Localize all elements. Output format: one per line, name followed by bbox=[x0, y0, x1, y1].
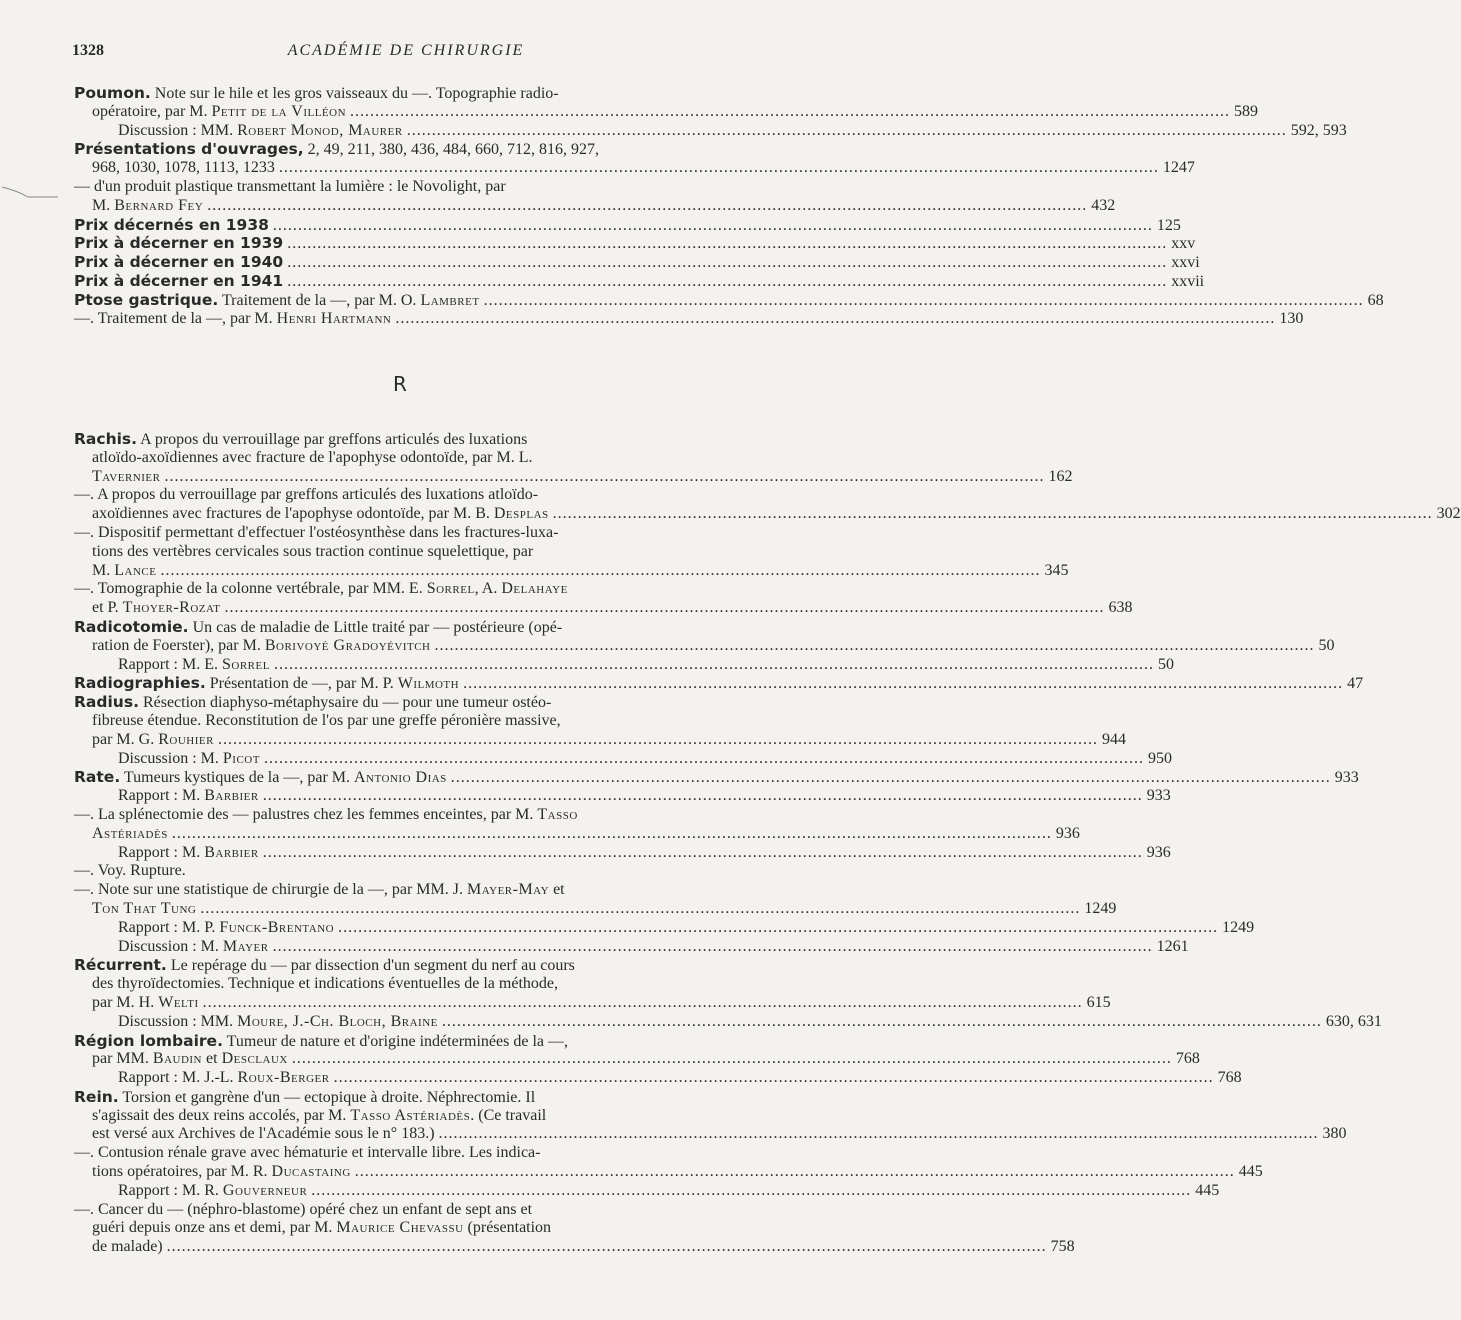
entry-fragment: M. bbox=[92, 561, 115, 579]
entry-text bbox=[92, 712, 561, 729]
author-name: Welti bbox=[158, 993, 199, 1011]
entry-text bbox=[92, 449, 533, 466]
author-name: Funck-Brentano bbox=[219, 918, 335, 936]
entry-fragment: Rapport : M. P. bbox=[118, 918, 220, 936]
page-reference: 944 bbox=[1101, 730, 1126, 748]
entry-text bbox=[74, 862, 186, 879]
page-reference: 589 bbox=[1234, 102, 1259, 120]
leader-dots bbox=[273, 217, 1153, 236]
author-name: Mayer-May bbox=[466, 881, 550, 899]
entry-fragment: guéri depuis onze ans et demi, par M. bbox=[92, 1219, 337, 1237]
entry-fragment: Discussion : MM. bbox=[118, 1012, 238, 1030]
leader-dots bbox=[338, 919, 1218, 938]
page-reference: 68 bbox=[1367, 291, 1384, 309]
page-reference: xxv bbox=[1171, 235, 1196, 253]
leader-dots bbox=[484, 292, 1364, 311]
index-entry-line bbox=[74, 636, 1335, 656]
entry-fragment: —. Note sur une statistique de chirurgie de la —, par MM. J. bbox=[74, 881, 467, 899]
leader-dots bbox=[164, 468, 1044, 487]
entry-fragment: Présentation de —, par M. P. bbox=[205, 675, 398, 693]
author-name: Baudin bbox=[152, 1050, 203, 1068]
page-reference: 950 bbox=[1147, 749, 1172, 767]
entry-fragment: —. Cancer du — (néphro-blastome) opéré chez un enfant de sept ans et bbox=[74, 1200, 533, 1218]
leader-dots bbox=[207, 197, 1087, 216]
entry-text bbox=[92, 1107, 546, 1124]
index-entry-line bbox=[74, 918, 1255, 938]
entry-text bbox=[92, 975, 558, 992]
index-entry-line bbox=[74, 1125, 1347, 1144]
index-entry-line bbox=[74, 196, 1116, 216]
page-reference: 445 bbox=[1238, 1163, 1263, 1181]
entry-fragment: Discussion : M. bbox=[118, 937, 223, 955]
index-entry-line bbox=[74, 1238, 1075, 1257]
page-number: 1328 bbox=[72, 42, 104, 59]
leader-dots bbox=[553, 505, 1433, 524]
leader-dots bbox=[218, 731, 1098, 750]
page-reference: 345 bbox=[1044, 561, 1069, 579]
entry-text bbox=[118, 919, 334, 938]
page-reference: 125 bbox=[1156, 216, 1181, 234]
entry-heading: Radicotomie. bbox=[74, 617, 189, 636]
page-reference: 1247 bbox=[1162, 159, 1195, 177]
entry-heading: Récurrent. bbox=[74, 956, 167, 975]
page-reference: 758 bbox=[1050, 1238, 1075, 1256]
leader-dots bbox=[442, 1013, 1322, 1032]
page-reference: 936 bbox=[1146, 843, 1171, 861]
entry-fragment: Rapport : M. E. bbox=[118, 655, 222, 673]
index-entry-line bbox=[74, 580, 738, 599]
entry-text bbox=[74, 141, 599, 158]
entry-text bbox=[74, 431, 527, 448]
entry-text bbox=[74, 580, 568, 597]
entry-text bbox=[118, 787, 259, 806]
entry-text bbox=[74, 486, 538, 503]
author-name: Barbier bbox=[204, 843, 259, 861]
leader-dots bbox=[160, 562, 1040, 581]
entry-fragment: Rapport : M. R. bbox=[118, 1181, 223, 1199]
entry-text bbox=[74, 957, 575, 974]
leader-dots bbox=[264, 750, 1144, 769]
leader-dots bbox=[311, 1182, 1191, 1201]
entry-fragment: Un cas de maladie de Little traité par — postérieure (opé- bbox=[188, 618, 563, 636]
page-reference: 445 bbox=[1195, 1181, 1220, 1199]
page-reference: 936 bbox=[1055, 824, 1080, 842]
author-name: Tasso bbox=[537, 805, 578, 823]
leader-dots bbox=[350, 103, 1230, 122]
author-name: Moure, J.-Ch. Bloch, Braine bbox=[237, 1012, 438, 1030]
entry-text bbox=[74, 674, 459, 694]
entry-fragment: Résection diaphyso-métaphysaire du — pour une tumeur ostéo- bbox=[138, 694, 552, 712]
entry-fragment: —. Traitement de la —, par M. bbox=[74, 309, 277, 327]
index-entry-line bbox=[74, 956, 738, 975]
index-entry-line bbox=[74, 561, 1069, 581]
index-entry-line bbox=[74, 1050, 1200, 1069]
entry-heading: Rein. bbox=[74, 1087, 119, 1106]
entry-text bbox=[92, 1238, 163, 1257]
page-reference: 162 bbox=[1048, 467, 1073, 485]
index-entry-line bbox=[74, 1032, 738, 1051]
entry-fragment: et bbox=[202, 1050, 222, 1068]
entry-heading: Radius. bbox=[74, 693, 139, 712]
leader-dots bbox=[263, 787, 1143, 806]
author-name: Lance bbox=[114, 561, 157, 579]
page-reference: 933 bbox=[1334, 769, 1359, 787]
leader-dots bbox=[463, 675, 1343, 694]
entry-text bbox=[74, 806, 578, 823]
entry-fragment: par M. H. bbox=[92, 993, 159, 1011]
entry-text bbox=[92, 505, 549, 524]
index-entry-line bbox=[74, 749, 1172, 769]
index-entry-line bbox=[74, 1069, 1242, 1088]
entry-text bbox=[74, 253, 283, 273]
entry-fragment: —. La splénectomie des — palustres chez les femmes enceintes, par M. bbox=[74, 805, 538, 823]
entry-text bbox=[74, 881, 565, 898]
entry-fragment: —. Voy. Rupture. bbox=[74, 862, 186, 880]
entry-fragment: Rapport : M. J.-L. bbox=[118, 1069, 238, 1087]
index-entry-line bbox=[74, 467, 1073, 487]
leader-dots bbox=[287, 254, 1167, 273]
entry-text bbox=[92, 103, 346, 122]
index-entry-line bbox=[74, 1107, 738, 1126]
running-head: ACADÉMIE DE CHIRURGIE bbox=[287, 42, 525, 59]
entry-fragment: —. A propos du verrouillage par greffons articulés des luxations atloïdo- bbox=[74, 486, 539, 504]
entry-fragment: Torsion et gangrène d'un — ectopique à droite. Néphrectomie. Il bbox=[118, 1088, 536, 1106]
leader-dots bbox=[172, 825, 1052, 844]
index-entry-line bbox=[74, 290, 1384, 310]
entry-fragment: tions des vertèbres cervicales sous traction continue squelettique, par bbox=[92, 542, 534, 560]
leader-dots bbox=[200, 900, 1080, 919]
leader-dots bbox=[167, 1238, 1047, 1257]
author-name: Roux-Berger bbox=[237, 1069, 330, 1087]
index-entry-line bbox=[74, 84, 738, 103]
entry-text bbox=[74, 1033, 568, 1050]
index-entry-line bbox=[74, 271, 1205, 291]
entry-text bbox=[92, 562, 156, 581]
entry-fragment: et bbox=[549, 881, 565, 899]
index-entry-line bbox=[74, 655, 1174, 675]
index-entry-line bbox=[74, 543, 738, 562]
index-entry-line bbox=[74, 121, 1347, 141]
entry-fragment: , A. bbox=[474, 580, 502, 598]
index-entry-line bbox=[74, 674, 1364, 693]
entry-fragment: est versé aux Archives de l'Académie sous le n° 183.) bbox=[92, 1125, 435, 1143]
entry-text bbox=[118, 1182, 307, 1201]
author-name: Ducastaing bbox=[271, 1163, 351, 1181]
author-name: Rouhier bbox=[158, 730, 214, 748]
entry-heading: Prix à décerner en 1940 bbox=[74, 253, 284, 272]
entry-text bbox=[92, 1125, 435, 1144]
entry-heading: Présentations d'ouvrages, bbox=[74, 140, 304, 159]
entry-text bbox=[74, 234, 283, 254]
index-entry-line bbox=[74, 1012, 1382, 1032]
entry-text bbox=[92, 543, 533, 560]
index-entry-line bbox=[74, 159, 1195, 178]
entry-text bbox=[74, 1201, 532, 1218]
entry-text bbox=[92, 1219, 551, 1236]
author-name: Lambret bbox=[420, 291, 480, 309]
author-name: Thoyer-Rozat bbox=[122, 599, 221, 617]
entry-text bbox=[74, 85, 559, 102]
entry-text bbox=[92, 159, 275, 178]
entry-heading: Prix à décerner en 1941 bbox=[74, 271, 284, 290]
index-entry-line bbox=[74, 693, 738, 712]
leader-dots bbox=[287, 273, 1167, 292]
index-entry-line bbox=[74, 486, 738, 505]
index-entry-line bbox=[74, 234, 1196, 253]
entry-fragment: Tumeurs kystiques de la —, par M. bbox=[120, 769, 354, 787]
entry-text bbox=[92, 825, 168, 844]
entry-text bbox=[118, 750, 260, 769]
index-entry-line bbox=[74, 599, 1133, 618]
index-entry-line bbox=[74, 899, 1117, 919]
entry-text bbox=[74, 310, 391, 329]
entry-fragment: tions opératoires, par M. R. bbox=[92, 1163, 272, 1181]
author-name: Petit de la Villéon bbox=[211, 102, 347, 120]
entry-text bbox=[74, 291, 480, 311]
page-reference: 432 bbox=[1091, 196, 1116, 214]
index-entry-line bbox=[74, 430, 738, 449]
entry-fragment: Discussion : MM. bbox=[118, 121, 238, 139]
author-name: Sorrel bbox=[222, 655, 270, 673]
author-name: Henri Hartmann bbox=[276, 309, 392, 327]
entry-text bbox=[118, 122, 403, 141]
entry-text bbox=[118, 1069, 330, 1088]
entry-text bbox=[92, 468, 160, 487]
entry-text bbox=[92, 1050, 288, 1069]
page-reference: 47 bbox=[1347, 675, 1364, 693]
index-entry-line bbox=[74, 253, 1200, 272]
entry-fragment: fibreuse étendue. Reconstitution de l'os par une greffe péronière massive, bbox=[92, 711, 561, 729]
index-entry-line bbox=[74, 1219, 738, 1238]
entry-text bbox=[74, 524, 558, 541]
entry-fragment: Note sur le hile et les gros vaisseaux du —. Topographie radio- bbox=[150, 85, 559, 102]
entry-text bbox=[74, 768, 447, 788]
entry-text bbox=[92, 599, 220, 618]
index-entry-line bbox=[74, 975, 738, 994]
leader-dots bbox=[435, 637, 1315, 656]
entry-heading: Radiographies. bbox=[74, 674, 206, 693]
page-reference: 615 bbox=[1086, 993, 1111, 1011]
leader-dots bbox=[292, 1050, 1172, 1069]
entry-fragment: M. bbox=[92, 196, 115, 214]
entry-fragment: — d'un produit plastique transmettant la lumière : le Novolight, par bbox=[74, 177, 506, 195]
page-reference: 638 bbox=[1108, 599, 1133, 617]
entry-fragment: s'agissait des deux reins accolés, par M. bbox=[92, 1106, 351, 1124]
page-reference: 380 bbox=[1322, 1125, 1347, 1143]
leader-dots bbox=[203, 994, 1083, 1013]
entry-fragment: et P. bbox=[92, 599, 123, 617]
index-entry-line bbox=[74, 824, 1080, 844]
index-entry-line bbox=[74, 806, 738, 825]
entry-text bbox=[92, 1163, 351, 1182]
entry-text bbox=[92, 900, 196, 919]
index-entry-line bbox=[74, 712, 738, 731]
entry-heading: Prix à décerner en 1939 bbox=[74, 234, 284, 253]
page-reference: 1249 bbox=[1222, 918, 1255, 936]
page-header bbox=[72, 42, 740, 66]
index-entry-line bbox=[74, 730, 1126, 750]
leader-dots bbox=[439, 1125, 1319, 1144]
author-name: Tavernier bbox=[92, 467, 161, 485]
index-entry-line bbox=[74, 140, 738, 159]
entry-text bbox=[118, 1013, 438, 1032]
leader-dots bbox=[224, 599, 1104, 618]
entry-fragment: 968, 1030, 1078, 1113, 1233 bbox=[92, 159, 275, 177]
index-entry-line bbox=[74, 1201, 738, 1220]
section-letter: R bbox=[393, 372, 407, 396]
index-entry-line bbox=[74, 768, 1359, 787]
entry-fragment: —. Dispositif permettant d'effectuer l'ostéosynthèse dans les fractures-luxa- bbox=[74, 523, 559, 541]
entry-heading: Rachis. bbox=[74, 430, 138, 448]
index-entry-line bbox=[74, 102, 1259, 122]
page-reference: 50 bbox=[1318, 636, 1335, 654]
entry-text bbox=[118, 656, 270, 675]
index-entry-line bbox=[74, 937, 1189, 957]
entry-fragment: atloïdo-axoïdiennes avec fracture de l'apophyse odontoïde, par M. L. bbox=[92, 448, 533, 466]
page-reference: 768 bbox=[1175, 1050, 1200, 1068]
author-name: Tasso Astériadès bbox=[350, 1106, 471, 1124]
index-entry-line bbox=[74, 1144, 738, 1163]
entry-fragment: —. Tomographie de la colonne vertébrale, par MM. E. bbox=[74, 580, 427, 598]
author-name: Delahaye bbox=[501, 580, 568, 598]
entry-text bbox=[74, 216, 269, 236]
page-reference: xxvi bbox=[1171, 254, 1200, 272]
entry-heading: Prix décernés en 1938 bbox=[74, 215, 269, 234]
leader-dots bbox=[355, 1163, 1235, 1182]
index-entry-line bbox=[74, 215, 1181, 235]
author-name: Maurice Chevassu bbox=[336, 1219, 464, 1237]
index-entry-line bbox=[74, 309, 1304, 329]
index-block-p bbox=[74, 84, 1384, 328]
entry-heading: Région lombaire. bbox=[74, 1031, 223, 1050]
entry-fragment: A propos du verrouillage par greffons articulés des luxations bbox=[137, 431, 528, 448]
index-entry-line bbox=[74, 618, 738, 637]
leader-dots bbox=[274, 656, 1154, 675]
entry-fragment: des thyroïdectomies. Technique et indications éventuelles de la méthode, bbox=[92, 975, 558, 993]
margin-mark-icon bbox=[0, 183, 60, 203]
author-name: Borivoyé Gradoyévitch bbox=[264, 636, 431, 654]
author-name: Mayer bbox=[222, 937, 269, 955]
entry-fragment: par MM. bbox=[92, 1050, 153, 1068]
entry-fragment: (présentation bbox=[463, 1219, 552, 1237]
entry-fragment: Le repérage du — par dissection d'un segment du nerf au cours bbox=[166, 957, 575, 975]
author-name: Wilmoth bbox=[397, 675, 460, 693]
entry-text bbox=[92, 197, 203, 216]
index-entry-line bbox=[74, 843, 1171, 863]
entry-fragment: Discussion : M. bbox=[118, 749, 223, 767]
entry-text bbox=[92, 994, 199, 1013]
index-entry-line bbox=[74, 178, 738, 197]
index-entry-line bbox=[74, 1181, 1220, 1201]
author-name: Gouverneur bbox=[222, 1181, 308, 1199]
leader-dots bbox=[395, 310, 1275, 329]
entry-text bbox=[92, 731, 214, 750]
entry-fragment: de malade) bbox=[92, 1238, 163, 1256]
entry-fragment: Tumeur de nature et d'origine indéterminées de la —, bbox=[222, 1032, 568, 1050]
entry-text bbox=[74, 619, 562, 636]
entry-fragment: axoïdiennes avec fractures de l'apophyse odontoïde, par M. B. bbox=[92, 505, 494, 523]
entry-fragment: Rapport : M. bbox=[118, 843, 205, 861]
index-entry-line bbox=[74, 787, 1171, 806]
page-reference: 630, 631 bbox=[1325, 1012, 1382, 1030]
author-name: Ton That Tung bbox=[92, 899, 197, 917]
index-entry-line bbox=[74, 1088, 738, 1107]
author-name: Desclaux bbox=[221, 1050, 288, 1068]
index-entry-line bbox=[74, 524, 738, 543]
author-name: Sorrel bbox=[426, 580, 475, 598]
index-entry-line bbox=[74, 993, 1111, 1013]
leader-dots bbox=[273, 938, 1153, 957]
entry-text bbox=[74, 1144, 540, 1161]
author-name: Robert Monod, Maurer bbox=[237, 121, 403, 139]
page-reference: 933 bbox=[1146, 787, 1171, 805]
leader-dots bbox=[263, 844, 1143, 863]
entry-heading: Rate. bbox=[74, 768, 121, 787]
page-reference: 1249 bbox=[1084, 899, 1117, 917]
index-block-r bbox=[74, 430, 1461, 1257]
entry-text bbox=[92, 637, 431, 656]
author-name: Desplas bbox=[493, 505, 549, 523]
author-name: Antonio Dias bbox=[354, 769, 447, 787]
page-reference: 302 bbox=[1436, 505, 1461, 523]
page-reference: xxvii bbox=[1171, 272, 1205, 290]
entry-text bbox=[74, 178, 506, 195]
entry-text bbox=[74, 272, 283, 292]
index-entry-line bbox=[74, 881, 738, 900]
entry-heading: Ptose gastrique. bbox=[74, 290, 219, 309]
page-reference: 592, 593 bbox=[1290, 121, 1347, 139]
entry-fragment: opératoire, par M. bbox=[92, 102, 212, 120]
page-reference: 1261 bbox=[1156, 937, 1189, 955]
entry-fragment: Traitement de la —, par M. O. bbox=[218, 291, 421, 309]
author-name: Picot bbox=[222, 749, 260, 767]
entry-fragment: —. Contusion rénale grave avec hématurie et intervalle libre. Les indica- bbox=[74, 1144, 541, 1162]
entry-fragment: Rapport : M. bbox=[118, 787, 205, 805]
entry-fragment: 2, 49, 211, 380, 436, 484, 660, 712, 816, 927, bbox=[303, 141, 600, 159]
index-entry-line bbox=[74, 862, 738, 881]
entry-text bbox=[118, 938, 269, 957]
index-entry-line bbox=[74, 505, 1461, 524]
leader-dots bbox=[287, 235, 1167, 254]
entry-text bbox=[74, 694, 551, 711]
leader-dots bbox=[279, 159, 1159, 178]
entry-text bbox=[74, 1089, 535, 1106]
author-name: Astériadès bbox=[92, 824, 168, 842]
leader-dots bbox=[334, 1069, 1214, 1088]
entry-fragment: . (Ce travail bbox=[470, 1106, 547, 1124]
leader-dots bbox=[407, 122, 1287, 141]
entry-heading: Poumon. bbox=[74, 84, 151, 102]
page-reference: 50 bbox=[1157, 655, 1174, 673]
index-entry-line bbox=[74, 449, 738, 468]
index-entry-line bbox=[74, 1163, 1263, 1182]
leader-dots bbox=[451, 769, 1331, 788]
entry-fragment: ration de Foerster), par M. bbox=[92, 636, 265, 654]
page-reference: 768 bbox=[1217, 1069, 1242, 1087]
entry-fragment: par M. G. bbox=[92, 730, 159, 748]
page-reference: 130 bbox=[1279, 309, 1304, 327]
author-name: Barbier bbox=[204, 787, 259, 805]
entry-text bbox=[118, 844, 259, 863]
author-name: Bernard Fey bbox=[114, 196, 204, 214]
